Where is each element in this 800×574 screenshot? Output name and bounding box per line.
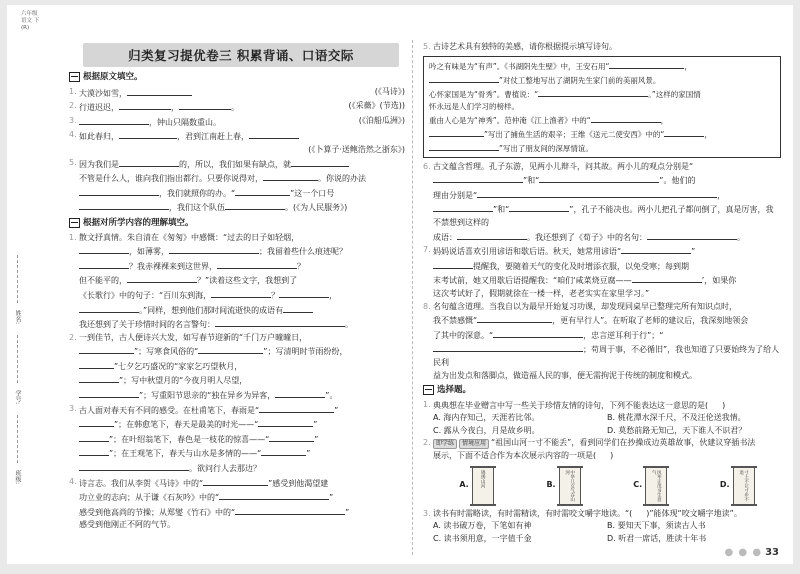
section-heading: 根据原文填空。 <box>69 71 405 84</box>
answer-blank[interactable] <box>235 186 290 196</box>
section-icon <box>69 72 80 82</box>
section-icon <box>423 385 434 395</box>
question-1: 1. 大漠沙如雪， (《马诗》) <box>69 86 405 98</box>
option-b[interactable]: B. 中华儿女气吞山河 <box>546 466 580 506</box>
answer-blank[interactable] <box>429 127 484 137</box>
answer-blank[interactable] <box>79 432 109 442</box>
option-c[interactable]: C. 露从今夜白，月是故乡明。 <box>433 425 540 435</box>
name-label: 姓名: <box>14 310 21 325</box>
answer-blank[interactable] <box>261 446 306 456</box>
question-r8: 8. 名句蕴含道理。当我自以为最早开始复习功课，却发现同桌早已整理完所有知识点时， 我不禁感慨“ ，更有早行人”。在听取了老师的建议后，我深刻地领会 了其中的深意。“ ，忠言逆耳利于行”；“ ；苟周于事，不必循旧”，我也知道了只要始终为了给人民利 益为出发点和落脚点，做造福人民的事，便无需拘泥于传统的制度和模式。 <box>423 301 780 380</box>
class-line <box>17 415 19 463</box>
new-type-tag: 即学练 <box>433 439 457 449</box>
left-column <box>69 5 405 564</box>
answer-blank[interactable] <box>211 288 271 298</box>
answer-blank[interactable] <box>591 113 661 123</box>
answer-blank[interactable] <box>119 129 177 139</box>
scroll-image: 锦绣山河 <box>472 466 494 506</box>
answer-blank[interactable] <box>79 417 114 427</box>
option-d[interactable]: D. 听君一席话，胜读十年书 <box>607 533 707 543</box>
answer-blank[interactable] <box>79 259 129 269</box>
answer-blank[interactable] <box>493 328 583 338</box>
grade-line: 语文 下 <box>21 18 40 24</box>
class-label: 班级: <box>14 470 21 485</box>
answer-blank[interactable] <box>609 59 684 69</box>
column-divider <box>412 40 414 555</box>
calligraphy-options <box>433 466 781 506</box>
student-info-margin <box>7 5 69 564</box>
answer-blank[interactable] <box>269 432 314 442</box>
answer-blank[interactable] <box>279 288 329 298</box>
option-c[interactable]: C. 读书须用意，一字值千金 <box>433 533 532 543</box>
answer-blank[interactable] <box>433 259 473 269</box>
answer-blank[interactable] <box>647 230 737 240</box>
answer-blank[interactable] <box>429 73 499 83</box>
answer-blank[interactable] <box>283 303 313 313</box>
answer-blank[interactable] <box>263 171 318 181</box>
question-9: 4. 诗言志。我们从李贺《马诗》中的“ ”感受到他渴望建 功立业的志向；从于谦《石灰吟》中的“ ” 感受到他高尚的节操；从郑燮《竹石》中的“ ” 感受到他刚正不阿的气节。 <box>69 476 350 530</box>
option-c[interactable]: C. 风华正茂书生意气 <box>633 466 667 506</box>
answer-blank[interactable] <box>219 490 329 500</box>
question-3: 3. ，钟山只隔数重山。 (《泊船瓜洲》) <box>69 115 405 127</box>
answer-blank[interactable] <box>79 115 149 125</box>
section-icon <box>69 218 80 228</box>
right-column <box>423 5 781 564</box>
scroll-image: 风华正茂书生意气 <box>645 466 667 506</box>
section-heading: 选择题。 <box>423 384 781 397</box>
answer-blank[interactable] <box>79 200 169 210</box>
answer-blank[interactable] <box>169 244 259 254</box>
answer-blank[interactable] <box>127 273 197 283</box>
name-line <box>17 255 19 303</box>
answer-blank[interactable] <box>235 505 345 515</box>
choice-question-2: 2. 即学练 情境应用 “祖国山河一寸不能丢”，看到同学们在抄操成边英雄故事，伙建议穿插书法 展示，下面不适合作为本次展示内容的一项是( ) A. 锦绣山河 B. 中华儿女气吞山河 C. 风华正茂书生意气 D. 寸土不让寸步不退 <box>423 437 781 505</box>
choice-question-3: 3. 读书有时需略读，有时需精读，有时需咬文嚼字地读。“( )”能体现“咬文嚼字地读”。 A. 读书破万卷，下笔如有神 B. 要知天下事，须读古人书 C. 读书须用意，一字值千金 D. 听君一席话，胜读十年书 <box>423 508 781 546</box>
answer-blank[interactable] <box>291 157 349 167</box>
scroll-image: 中华儿女气吞山河 <box>559 466 581 506</box>
answer-blank[interactable] <box>203 476 268 486</box>
poem-hint-box: 吟之有味是为“有声”。《书湖阴先生壁》中，王安石用“ ， ”对仗工整地写出了湖阴先生家门前的美丽风景。 心怀家国是为“骨秀”。曹植说：“ 。”这样的家国情 怀永远是人们学习的榜样。 重由人心是为“神秀”。范仲淹《江上渔者》中的“ ， ”写出了捕鱼生活的艰辛；王维《送元二使安西》中的“ ， ”写出了朋友间的深厚情谊。 <box>423 56 781 158</box>
answer-blank[interactable] <box>538 87 648 97</box>
option-b[interactable]: B. 桃花潭水深千尺，不及汪伦送我情。 <box>607 413 746 423</box>
answer-blank[interactable] <box>477 188 717 198</box>
choice-question-1: 1. 典典想在毕业赠言中写一些关于珍惜友情的诗句，下列不能表达这一意思的是( ) A. 海内存知己，天涯若比邻。 B. 桃花潭水深千尺，不及汪伦送我情。 C. 露从今夜白，月是故乡明。 D. 莫愁前路无知己，天下谁人不识君？ <box>423 399 781 438</box>
answer-blank[interactable] <box>509 202 569 212</box>
answer-blank[interactable] <box>433 173 523 183</box>
id-line <box>17 335 19 383</box>
answer-blank[interactable] <box>433 202 493 212</box>
question-6: 1. 散文抒真情。朱自清在《匆匆》中感慨：“过去的日子如轻烟， ，如薄雾， ；我留着些什么痕迹呢？ ？我赤裸裸来到这世界， ？ 但不能平的， ？”读着这些文字，我想到了 《长歌行》中的句子：“百川东到海， ？ ， 。”同样，想到他们那时间流逝快的成语有 我还想到了关于珍惜时间的名言警句： 。 <box>69 232 353 330</box>
answer-blank[interactable] <box>259 403 334 413</box>
answer-blank[interactable] <box>79 303 139 313</box>
page-number: ● ● ● 33 <box>724 547 779 558</box>
answer-blank[interactable] <box>275 388 325 398</box>
question-2: 2. 行道迟迟， ， 。 (《采薇》(节选)) <box>69 101 405 113</box>
option-a[interactable]: A. 海内存知己，天涯若比邻。 <box>433 413 540 423</box>
answer-blank[interactable] <box>457 230 527 240</box>
answer-blank[interactable] <box>664 127 704 137</box>
context-tag: 情境应用 <box>459 439 489 449</box>
answer-blank[interactable] <box>477 313 552 323</box>
answer-blank[interactable] <box>198 344 263 354</box>
question-8: 3. 古人面对春天有不同的感受。在杜甫笔下，春雨是“ ” ”；在韩愈笔下，春天是最美的时光——“ ” ”；在叶绍翁笔下，春色是一枝花的惊喜——“ ” ”；在王观笔下，春天与山水是多情的——“ ” 。欲问行人去那边？ <box>69 403 339 474</box>
option-a[interactable]: A. 锦绣山河 <box>459 466 493 506</box>
answer-blank[interactable] <box>258 417 313 427</box>
question-5: 5. 因为我们是 的，所以，我们如果有缺点，就 不管是什么人，谁向我们指出都行。只要你说得对， 。你说的办法 ，我们就照你的办。“ ”这一个口号 ，我们这个队伍 。(《为人民服务》) <box>69 157 366 213</box>
answer-blank[interactable] <box>179 100 231 110</box>
answer-blank[interactable] <box>79 186 159 196</box>
answer-blank[interactable] <box>215 317 345 327</box>
grade-line: (R) <box>21 25 30 31</box>
answer-blank[interactable] <box>79 446 109 456</box>
question-4: 4. 如此春归， ，君到江南赶上春， (《卜算子·送鲍浩然之浙东》) <box>69 130 405 154</box>
answer-blank[interactable] <box>119 100 171 110</box>
answer-blank[interactable] <box>127 86 192 96</box>
question-r7: 7. 妈妈说话喜欢引用谚语和歇后语。秋天，她常用谚语“ ” 提醒我，要随着天气的变化及时增添衣服，以免受寒；每到期 末考试前，她又用歇后语提醒我：“咱们‘咸菜烧豆腐—— ’，如果你 这次考试好了，假期就徐在一楼一样，老老实实在家里学习。” <box>423 245 737 298</box>
answer-blank[interactable] <box>621 244 691 254</box>
answer-blank[interactable] <box>708 399 722 408</box>
answer-blank[interactable] <box>225 200 285 210</box>
option-d[interactable]: D. 莫愁前路无知己，天下谁人不识君？ <box>607 425 747 435</box>
answer-blank[interactable] <box>429 141 499 151</box>
question-r6: 6. 古文蕴含哲理。孔子东游，见两小儿辩斗，问其故。两小儿的观点分别是“ ”和“ ”。他们的 理由分别是“ ， ”和“ ”，孔子不能决也。两小儿把孔子都问倒了，真是厉害，我不禁想到这样的 成语： 。我还想到了《荀子》中的名句： 。 <box>423 161 774 242</box>
question-r5: 5. 古诗艺术具有独特的美感，请你根据提示填写诗句。 <box>423 42 617 51</box>
answer-blank[interactable] <box>119 157 179 167</box>
option-a[interactable]: A. 读书破万卷，下笔如有神 <box>433 521 532 531</box>
answer-blank[interactable] <box>79 359 114 369</box>
answer-blank[interactable] <box>79 373 119 383</box>
answer-blank[interactable] <box>433 342 583 352</box>
page-title: 归类复习提优卷三 积累背诵、口语交际 <box>83 43 399 67</box>
answer-blank[interactable] <box>79 244 129 254</box>
answer-blank[interactable] <box>539 173 659 183</box>
section-heading: 根据对所学内容的理解填空。 <box>69 217 405 230</box>
scroll-image: 寸土不让寸步不退 <box>733 466 755 506</box>
id-label: 学号: <box>14 390 21 405</box>
answer-blank[interactable] <box>217 259 297 269</box>
worksheet-page <box>7 5 793 564</box>
grade-label <box>21 11 65 32</box>
answer-blank[interactable] <box>79 344 134 354</box>
option-b[interactable]: B. 要知天下事，须读古人书 <box>607 521 706 531</box>
page-dots: ● ● ● <box>724 547 763 558</box>
answer-blank[interactable] <box>249 129 299 139</box>
answer-blank[interactable] <box>79 388 139 398</box>
option-d[interactable]: D. 寸土不让寸步不退 <box>720 466 755 506</box>
question-7: 2. 一到佳节，古人便诗兴大发，如写春节迎新的“千门万户曈曈日， ”；写寒食风俗的“ ”；写清明时节雨纷纷， ”七夕乞巧盛况的“家家乞巧望秋月， ”；写中秋望月的“今夜月明人尽望， ”；写重阳节思亲的“独在异乡为异客， ”。 <box>69 332 348 401</box>
answer-blank[interactable] <box>79 461 189 471</box>
grade-line: 六年级 <box>21 11 38 17</box>
answer-blank[interactable] <box>632 273 702 283</box>
